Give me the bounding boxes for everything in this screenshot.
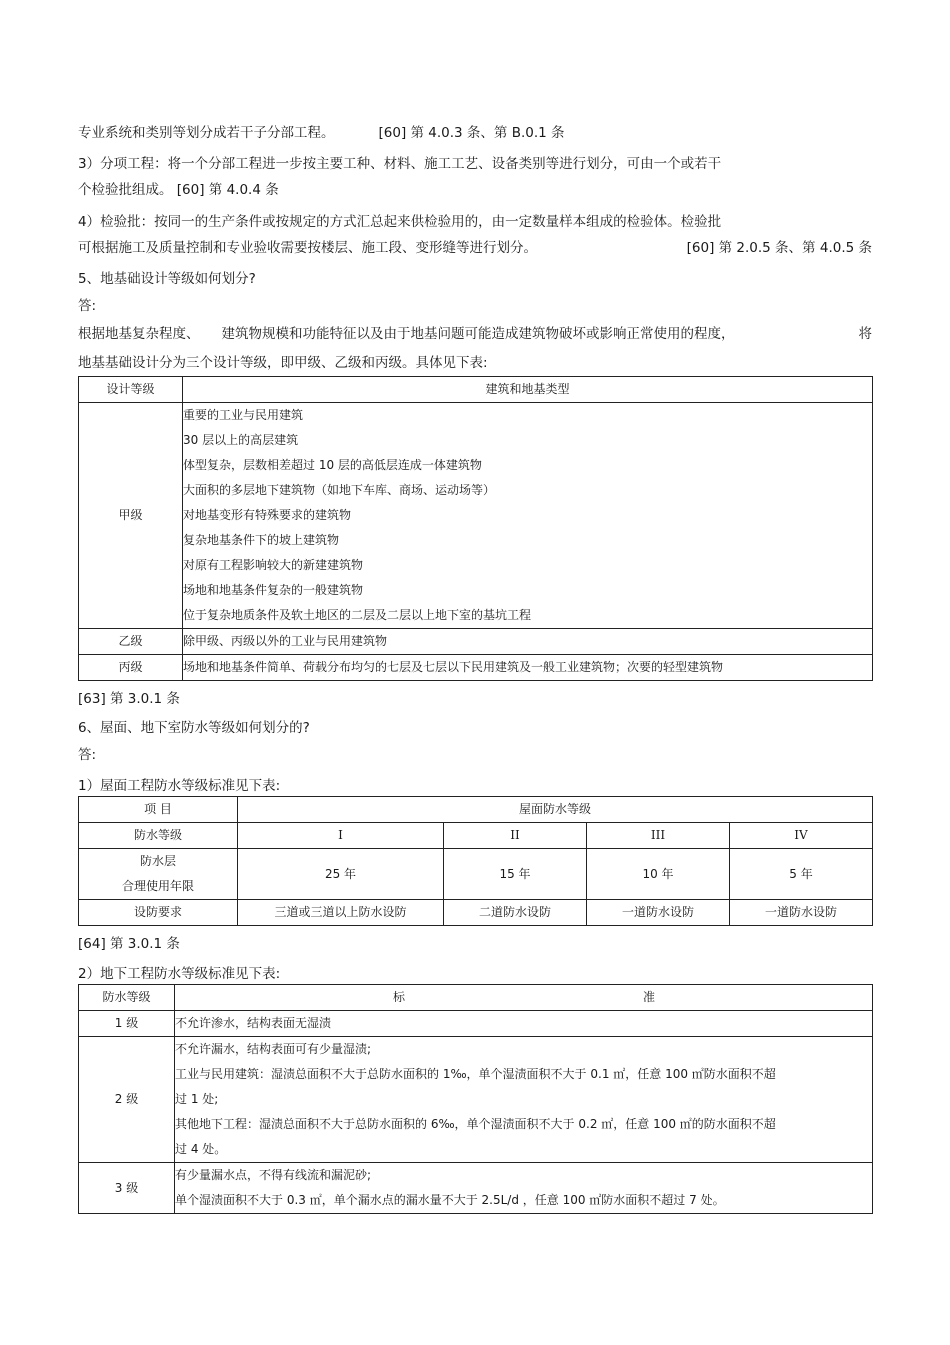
list-item: 对地基变形有特殊要求的建筑物 xyxy=(183,508,352,522)
building-type-list xyxy=(183,403,873,629)
requirement-cell: 二道防水设防 xyxy=(444,900,587,926)
table-header-cell: 防水等级 xyxy=(79,985,175,1011)
paragraph-subdivision xyxy=(78,124,565,142)
list-item: 大面积的多层地下建筑物（如地下车库、商场、运动场等） xyxy=(183,483,496,497)
building-type-cell: 除甲级、丙级以外的工业与民用建筑物 xyxy=(183,629,873,655)
list-item: 重要的工业与民用建筑 xyxy=(183,408,304,422)
years-cell: 15 年 xyxy=(444,849,587,900)
table-header-cell: 建筑和地基类型 xyxy=(183,377,873,403)
answer-label-6: 答: xyxy=(78,747,97,763)
requirement-cell: 三道或三道以上防水设防 xyxy=(238,900,444,926)
answer-label-5: 答: xyxy=(78,298,97,314)
reference-citation: [60] 第 2.0.5 条、第 4.0.5 条 xyxy=(686,240,872,256)
list-item: 体型复杂，层数相差超过 10 层的高低层连成一体建筑物 xyxy=(183,458,482,472)
list-item: 对原有工程影响较大的新建建筑物 xyxy=(183,558,364,572)
grade-cell: 1 级 xyxy=(79,1011,175,1037)
paragraph-item-4-line1: 4）检验批：按同一的生产条件或按规定的方式汇总起来供检验用的，由一定数量样本组成的检验体。检验批 xyxy=(78,214,722,230)
foundation-design-grade-table xyxy=(78,376,873,681)
years-cell: 10 年 xyxy=(587,849,730,900)
paragraph-q5-line2: 地基基础设计分为三个设计等级，即甲级、乙级和丙级。具体见下表: xyxy=(78,355,488,371)
list-item: 场地和地基条件复杂的一般建筑物 xyxy=(183,583,364,597)
requirement-cell: 一道防水设防 xyxy=(730,900,873,926)
standard-cell: 不允许渗水，结构表面无湿渍 xyxy=(175,1011,873,1037)
paragraph-q5-line1: 根据地基复杂程度、 建筑物规模和功能特征以及由于地基问题可能造成建筑物破坏或影响正常使用的程度， 将 xyxy=(78,326,872,342)
paragraph-text: 可根据施工及质量控制和专业验收需要按楼层、施工段、变形缝等进行划分。 xyxy=(78,240,537,256)
requirement-cell: 一道防水设防 xyxy=(587,900,730,926)
list-item: 位于复杂地质条件及软土地区的二层及二层以上地下室的基坑工程 xyxy=(183,608,532,622)
subheading-roof: 1）屋面工程防水等级标准见下表: xyxy=(78,778,281,794)
table-header-cell: 屋面防水等级 xyxy=(238,797,873,823)
level-cell: I xyxy=(238,823,444,849)
building-type-cell: 场地和地基条件简单、荷载分布均匀的七层及七层以下民用建筑及一般工业建筑物；次要的轻型建筑物 xyxy=(183,655,873,681)
grade-cell: 丙级 xyxy=(79,655,183,681)
question-6: 6、屋面、地下室防水等级如何划分的? xyxy=(78,720,310,736)
question-5: 5、地基础设计等级如何划分? xyxy=(78,271,256,287)
list-item: 复杂地基条件下的坡上建筑物 xyxy=(183,533,340,547)
level-cell: II xyxy=(444,823,587,849)
roof-waterproof-table xyxy=(78,796,873,926)
row-label: 设防要求 xyxy=(79,900,238,926)
reference-citation: [60] 第 4.0.3 条、第 B.0.1 条 xyxy=(378,125,565,141)
grade-cell: 乙级 xyxy=(79,629,183,655)
years-cell: 25 年 xyxy=(238,849,444,900)
level-cell: IV xyxy=(730,823,873,849)
grade-cell: 2 级 xyxy=(79,1037,175,1163)
years-cell: 5 年 xyxy=(730,849,873,900)
underground-waterproof-table xyxy=(78,984,873,1214)
grade-cell: 3 级 xyxy=(79,1163,175,1214)
subheading-underground: 2）地下工程防水等级标准见下表: xyxy=(78,966,281,982)
paragraph-item-4-line2 xyxy=(78,239,872,257)
row-label: 防水层 合理使用年限 xyxy=(79,849,238,900)
paragraph-item-3-line2: 个检验批组成。 [60] 第 4.0.4 条 xyxy=(78,182,279,198)
row-label: 防水等级 xyxy=(79,823,238,849)
reference-citation: [64] 第 3.0.1 条 xyxy=(78,936,180,952)
paragraph-item-3-line1: 3）分项工程：将一个分部工程进一步按主要工种、材料、施工工艺、设备类别等进行划分，可由一个或若干 xyxy=(78,156,722,172)
list-item: 30 层以上的高层建筑 xyxy=(183,433,299,447)
standard-cell: 不允许漏水，结构表面可有少量湿渍; 工业与民用建筑：湿渍总面积不大于总防水面积的 1‰，单个湿渍面积不大于 0.1 ㎡，任意 100 ㎡防水面积不超 过 1 处; 其他地下工程：湿渍总面积不大于总防水面积的 6‰，单个湿渍面积不大于 0.2 ㎡，任意 100 ㎡的防水面积不超 过 4 处。 xyxy=(175,1037,873,1163)
table-header-cell: 设计等级 xyxy=(79,377,183,403)
grade-cell: 甲级 xyxy=(79,403,183,629)
reference-citation: [63] 第 3.0.1 条 xyxy=(78,691,180,707)
standard-cell: 有少量漏水点，不得有线流和漏泥砂; 单个湿渍面积不大于 0.3 ㎡，单个漏水点的漏水量不大于 2.5L/d ，任意 100 ㎡防水面积不超过 7 处。 xyxy=(175,1163,873,1214)
table-header-cell: 标 准 xyxy=(175,985,873,1011)
table-header-cell: 项 目 xyxy=(79,797,238,823)
level-cell: III xyxy=(587,823,730,849)
paragraph-text: 专业系统和类别等划分成若干子分部工程。 xyxy=(78,125,335,141)
